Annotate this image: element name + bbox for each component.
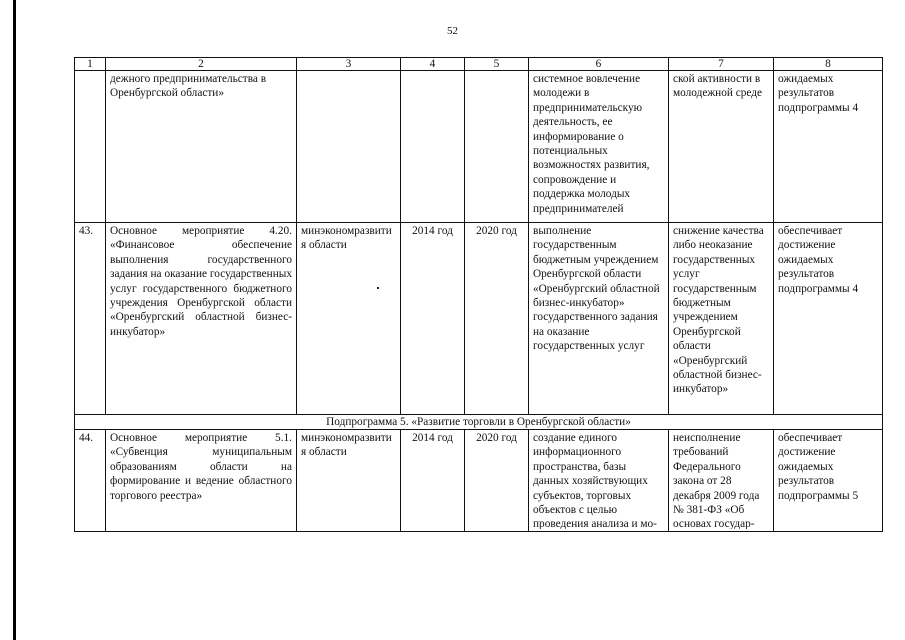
scan-edge-line <box>13 0 16 640</box>
end-year <box>465 71 529 223</box>
non-implementation-consequence <box>669 430 774 532</box>
measure-name: Основное мероприятие 4.20. «Финансовое обеспечение выполнения государственного задания на оказание государственных услуг государственного бюджетного учреждения Оренбургской области «Оренбургский областной бизнес-инкубатор» <box>106 223 297 415</box>
non-implementation-consequence: снижение качества либо неоказание государственных услуг государственным бюджетным учреждением Оренбургской области «Оренбургский областной бизнес-инкубатор» <box>669 223 774 415</box>
executor-text: минэкономразвития области <box>301 432 392 459</box>
table-row <box>75 223 883 415</box>
table-row <box>75 71 883 223</box>
start-year-text: 2014 год <box>412 432 453 444</box>
measure-name-text: Основное мероприятие 5.1. «Субвенция муниципальным образованиям области на формирование и ведение областного торгового реестра» <box>110 432 292 502</box>
column-header: 2 <box>106 58 297 71</box>
start-year <box>401 71 465 223</box>
executor <box>297 71 401 223</box>
column-header: 3 <box>297 58 401 71</box>
row-number: 44. <box>75 430 106 532</box>
end-year: 2020 год <box>465 223 529 415</box>
column-header: 8 <box>774 58 883 71</box>
column-header: 6 <box>529 58 669 71</box>
executor: минэкономразвития области <box>297 223 401 415</box>
expected-result: выполнение государственным бюджетным учреждением Оренбургской области «Оренбургский областной бизнес-инкубатор» государственного задания на оказание государственных услуг <box>529 223 669 415</box>
indicator-link: ожидаемых результатов подпрограммы 4 <box>774 71 883 223</box>
table-row <box>75 430 883 532</box>
consequence-text: неисполнение требований Федерального закона от 28 декабря 2009 года № 381-ФЗ «Об основах государ- <box>673 432 760 529</box>
table-header-row <box>75 58 883 71</box>
start-year: 2014 год <box>401 223 465 415</box>
page-number: 52 <box>447 25 458 37</box>
subprogram-title: Подпрограмма 5. «Развитие торговли в Оренбургской области» <box>75 415 883 430</box>
end-year <box>465 430 529 532</box>
measure-name <box>106 430 297 532</box>
indicator-link-text: обеспечивает достижение ожидаемых результатов подпрограммы 5 <box>778 432 859 502</box>
expected-result: системное вовлечение молодежи в предпринимательскую деятельность, ее информирование о потенциальных возможностях развития, сопровождение и поддержка молодых предпринимателей <box>529 71 669 223</box>
measure-name: дежного предпринимательства в Оренбургской области» <box>106 71 297 223</box>
end-year-text: 2020 год <box>476 432 517 444</box>
row-number <box>75 71 106 223</box>
expected-result <box>529 430 669 532</box>
executor <box>297 430 401 532</box>
column-header: 5 <box>465 58 529 71</box>
column-header: 7 <box>669 58 774 71</box>
indicator-link: обеспечивает достижение ожидаемых результатов подпрограммы 4 <box>774 223 883 415</box>
subprogram-row <box>75 415 883 430</box>
scan-speck <box>377 287 379 289</box>
measures-table <box>74 57 883 532</box>
row-number: 43. <box>75 223 106 415</box>
start-year <box>401 430 465 532</box>
non-implementation-consequence: ской активности в молодежной среде <box>669 71 774 223</box>
indicator-link <box>774 430 883 532</box>
expected-result-text: создание единого информационного пространства, базы данных хозяйствующих субъектов, торговых объектов с целью проведения анализа и мо- <box>533 432 657 529</box>
column-header: 1 <box>75 58 106 71</box>
column-header: 4 <box>401 58 465 71</box>
